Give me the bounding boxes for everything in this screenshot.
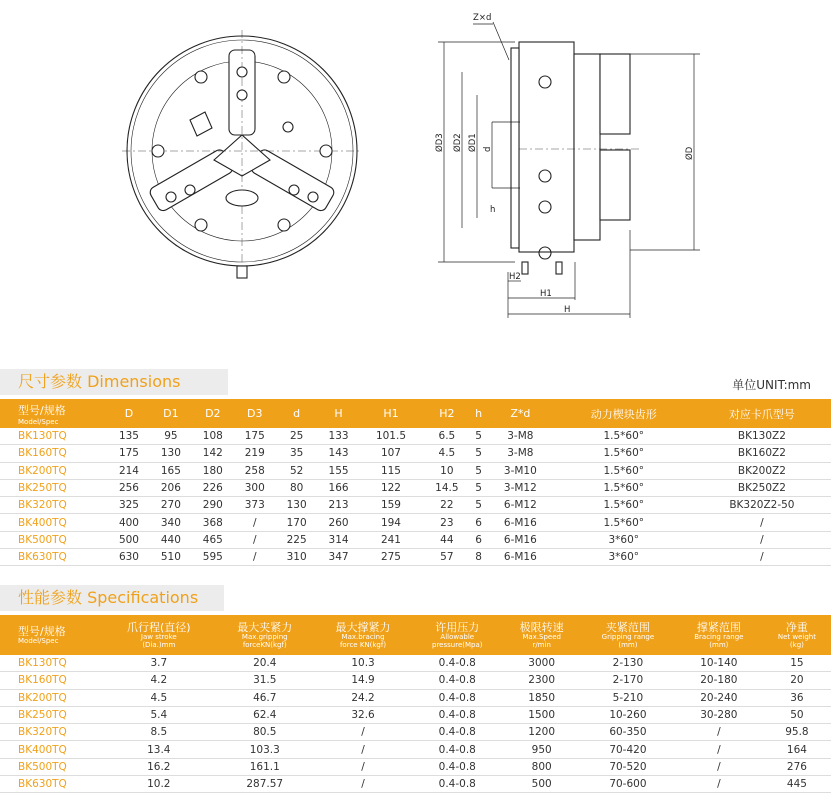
value-cell: 347 — [318, 549, 360, 566]
value-cell: 0.4-0.8 — [412, 724, 502, 741]
value-cell: / — [693, 514, 831, 531]
value-cell: 4.5 — [102, 689, 216, 706]
value-cell: 0.4-0.8 — [412, 776, 502, 793]
label-h2: H2 — [509, 272, 521, 282]
value-cell: 101.5 — [360, 428, 423, 445]
value-cell: 2-130 — [581, 655, 675, 672]
col-header: d — [276, 399, 318, 428]
value-cell: 20 — [763, 672, 831, 689]
value-cell: 108 — [192, 428, 234, 445]
value-cell: 10.2 — [102, 776, 216, 793]
value-cell: 1.5*60° — [555, 497, 693, 514]
value-cell: / — [693, 549, 831, 566]
value-cell: 630 — [108, 549, 150, 566]
model-cell: BK160TQ — [0, 672, 102, 689]
value-cell: 3-M8 — [486, 428, 555, 445]
model-header — [0, 399, 108, 428]
model-cell: BK400TQ — [0, 741, 102, 758]
value-cell: 260 — [318, 514, 360, 531]
value-cell: 368 — [192, 514, 234, 531]
col-header: D2 — [192, 399, 234, 428]
value-cell: 3000 — [502, 655, 581, 672]
value-cell: 170 — [276, 514, 318, 531]
col-header: H2 — [422, 399, 471, 428]
model-header-en: Model/Spec — [18, 417, 59, 426]
value-cell: 440 — [150, 531, 192, 548]
value-cell: 310 — [276, 549, 318, 566]
value-cell: 143 — [318, 445, 360, 462]
value-cell: 219 — [234, 445, 276, 462]
label-h-small: h — [490, 205, 496, 215]
label-d-outer: ØD — [685, 146, 695, 160]
value-cell: 22 — [422, 497, 471, 514]
value-cell: 4.2 — [102, 672, 216, 689]
col-header: 最大夹紧力 Max.gripping forceKN(kgf) — [216, 615, 314, 655]
value-cell: 50 — [763, 706, 831, 723]
value-cell: 30-280 — [675, 706, 763, 723]
value-cell: / — [314, 741, 412, 758]
value-cell: 15 — [763, 655, 831, 672]
value-cell: 5 — [471, 462, 486, 479]
value-cell: 2300 — [502, 672, 581, 689]
value-cell: 206 — [150, 479, 192, 496]
value-cell: BK320Z2-50 — [693, 497, 831, 514]
value-cell: 10 — [422, 462, 471, 479]
model-cell: BK630TQ — [0, 549, 108, 566]
value-cell: 155 — [318, 462, 360, 479]
col-header: D3 — [234, 399, 276, 428]
value-cell: 1.5*60° — [555, 428, 693, 445]
value-cell: 36 — [763, 689, 831, 706]
value-cell: 133 — [318, 428, 360, 445]
value-cell: 1500 — [502, 706, 581, 723]
value-cell: 161.1 — [216, 758, 314, 775]
value-cell: 25 — [276, 428, 318, 445]
value-cell: 57 — [422, 549, 471, 566]
value-cell: 164 — [763, 741, 831, 758]
value-cell: 1.5*60° — [555, 479, 693, 496]
value-cell: 24.2 — [314, 689, 412, 706]
value-cell: 0.4-0.8 — [412, 655, 502, 672]
model-header-cn: 型号/规格 — [18, 403, 66, 417]
col-header: 夹紧范围 Gripping range (mm) — [581, 615, 675, 655]
model-cell: BK130TQ — [0, 428, 108, 445]
value-cell: 135 — [108, 428, 150, 445]
table-row — [0, 741, 831, 758]
value-cell: 70-420 — [581, 741, 675, 758]
front-view-drawing — [122, 30, 362, 278]
value-cell: 213 — [318, 497, 360, 514]
model-cell: BK500TQ — [0, 531, 108, 548]
value-cell: 314 — [318, 531, 360, 548]
value-cell: / — [675, 724, 763, 741]
table-row — [0, 689, 831, 706]
value-cell: 44 — [422, 531, 471, 548]
label-d: d — [483, 146, 493, 152]
value-cell: 800 — [502, 758, 581, 775]
model-cell: BK500TQ — [0, 758, 102, 775]
table-row — [0, 724, 831, 741]
value-cell: 500 — [108, 531, 150, 548]
value-cell: 465 — [192, 531, 234, 548]
value-cell: 6-M16 — [486, 549, 555, 566]
dimensions-header-row — [0, 399, 831, 428]
value-cell: 194 — [360, 514, 423, 531]
value-cell: 214 — [108, 462, 150, 479]
value-cell: / — [675, 758, 763, 775]
value-cell: BK160Z2 — [693, 445, 831, 462]
unit-label: 单位UNIT:mm — [732, 378, 811, 392]
value-cell: 5-210 — [581, 689, 675, 706]
value-cell: 3-M10 — [486, 462, 555, 479]
value-cell: 175 — [234, 428, 276, 445]
label-h: H — [564, 305, 571, 315]
value-cell: 6-M16 — [486, 531, 555, 548]
table-row — [0, 479, 831, 496]
value-cell: BK130Z2 — [693, 428, 831, 445]
value-cell: 20-240 — [675, 689, 763, 706]
value-cell: BK250Z2 — [693, 479, 831, 496]
value-cell: 2-170 — [581, 672, 675, 689]
value-cell: 6-M16 — [486, 514, 555, 531]
value-cell: 165 — [150, 462, 192, 479]
col-header: 最大撑紧力 Max.bracing force KN(kgf) — [314, 615, 412, 655]
table-row — [0, 428, 831, 445]
table-row — [0, 706, 831, 723]
value-cell: 10-140 — [675, 655, 763, 672]
value-cell: 80.5 — [216, 724, 314, 741]
value-cell: / — [234, 514, 276, 531]
value-cell: 175 — [108, 445, 150, 462]
label-h1: H1 — [540, 289, 552, 299]
value-cell: / — [675, 776, 763, 793]
value-cell: 20.4 — [216, 655, 314, 672]
value-cell: 107 — [360, 445, 423, 462]
value-cell: 95 — [150, 428, 192, 445]
value-cell: 10.3 — [314, 655, 412, 672]
value-cell: / — [314, 724, 412, 741]
value-cell: 0.4-0.8 — [412, 758, 502, 775]
col-header: D — [108, 399, 150, 428]
value-cell: / — [234, 549, 276, 566]
value-cell: 16.2 — [102, 758, 216, 775]
value-cell: 3*60° — [555, 549, 693, 566]
col-header: 爪行程(直径) Jaw stroke (Dia.)mm — [102, 615, 216, 655]
value-cell: 31.5 — [216, 672, 314, 689]
col-header: 对应卡爪型号 — [693, 399, 831, 428]
table-row — [0, 497, 831, 514]
model-header-en: Model/Spec — [18, 636, 59, 645]
value-cell: 1850 — [502, 689, 581, 706]
model-header — [0, 615, 102, 655]
value-cell: 226 — [192, 479, 234, 496]
value-cell: 35 — [276, 445, 318, 462]
value-cell: 13.4 — [102, 741, 216, 758]
table-row — [0, 514, 831, 531]
value-cell: 14.9 — [314, 672, 412, 689]
value-cell: 122 — [360, 479, 423, 496]
model-cell: BK160TQ — [0, 445, 108, 462]
value-cell: 290 — [192, 497, 234, 514]
value-cell: 14.5 — [422, 479, 471, 496]
value-cell: 180 — [192, 462, 234, 479]
value-cell: 95.8 — [763, 724, 831, 741]
value-cell: 276 — [763, 758, 831, 775]
value-cell: 6-M12 — [486, 497, 555, 514]
table-row — [0, 549, 831, 566]
label-d2: ØD2 — [453, 133, 463, 152]
value-cell: 3-M12 — [486, 479, 555, 496]
dimensions-table — [0, 399, 831, 566]
value-cell: 510 — [150, 549, 192, 566]
col-header: D1 — [150, 399, 192, 428]
model-cell: BK320TQ — [0, 497, 108, 514]
value-cell: 400 — [108, 514, 150, 531]
technical-drawings — [0, 0, 831, 345]
table-row — [0, 462, 831, 479]
model-cell: BK250TQ — [0, 479, 108, 496]
model-cell: BK400TQ — [0, 514, 108, 531]
model-cell: BK250TQ — [0, 706, 102, 723]
value-cell: 70-600 — [581, 776, 675, 793]
value-cell: 23 — [422, 514, 471, 531]
model-header-cn: 型号/规格 — [18, 624, 66, 638]
value-cell: 130 — [150, 445, 192, 462]
value-cell: 5 — [471, 479, 486, 496]
value-cell: / — [675, 741, 763, 758]
value-cell: 115 — [360, 462, 423, 479]
table-row — [0, 672, 831, 689]
value-cell: 5 — [471, 428, 486, 445]
value-cell: BK200Z2 — [693, 462, 831, 479]
col-header: 许用压力 Allowable pressure(Mpa) — [412, 615, 502, 655]
specifications-header-row — [0, 615, 831, 655]
value-cell: 258 — [234, 462, 276, 479]
model-cell: BK200TQ — [0, 462, 108, 479]
table-row — [0, 758, 831, 775]
col-header: H1 — [360, 399, 423, 428]
value-cell: 6 — [471, 514, 486, 531]
value-cell: 0.4-0.8 — [412, 741, 502, 758]
value-cell: 52 — [276, 462, 318, 479]
dimensions-title: 尺寸参数 Dimensions — [0, 369, 228, 395]
value-cell: 1.5*60° — [555, 462, 693, 479]
col-header: Z*d — [486, 399, 555, 428]
value-cell: 166 — [318, 479, 360, 496]
value-cell: 256 — [108, 479, 150, 496]
value-cell: 1.5*60° — [555, 514, 693, 531]
value-cell: 595 — [192, 549, 234, 566]
col-header: h — [471, 399, 486, 428]
value-cell: 3-M8 — [486, 445, 555, 462]
specifications-table — [0, 615, 831, 793]
value-cell: / — [234, 531, 276, 548]
label-d3: ØD3 — [435, 133, 445, 152]
col-header: 动力楔块齿形 — [555, 399, 693, 428]
model-cell: BK320TQ — [0, 724, 102, 741]
side-view-drawing — [511, 42, 640, 274]
model-cell: BK630TQ — [0, 776, 102, 793]
value-cell: 80 — [276, 479, 318, 496]
value-cell: 3.7 — [102, 655, 216, 672]
value-cell: 1200 — [502, 724, 581, 741]
value-cell: 373 — [234, 497, 276, 514]
value-cell: 5.4 — [102, 706, 216, 723]
value-cell: 1.5*60° — [555, 445, 693, 462]
table-row — [0, 776, 831, 793]
table-row — [0, 655, 831, 672]
value-cell: 6 — [471, 531, 486, 548]
value-cell: 225 — [276, 531, 318, 548]
value-cell: 8.5 — [102, 724, 216, 741]
specifications-title: 性能参数 Specifications — [0, 585, 224, 611]
value-cell: 270 — [150, 497, 192, 514]
value-cell: 500 — [502, 776, 581, 793]
value-cell: 8 — [471, 549, 486, 566]
value-cell: / — [314, 758, 412, 775]
col-header: 极限转速 Max.Speed r/min — [502, 615, 581, 655]
value-cell: 950 — [502, 741, 581, 758]
value-cell: 142 — [192, 445, 234, 462]
col-header: 撑紧范围 Bracing range (mm) — [675, 615, 763, 655]
col-header: H — [318, 399, 360, 428]
value-cell: 60-350 — [581, 724, 675, 741]
value-cell: 300 — [234, 479, 276, 496]
value-cell: 70-520 — [581, 758, 675, 775]
value-cell: 130 — [276, 497, 318, 514]
value-cell: 46.7 — [216, 689, 314, 706]
specifications-body — [0, 655, 831, 793]
dimensions-body — [0, 428, 831, 566]
value-cell: 325 — [108, 497, 150, 514]
value-cell: 32.6 — [314, 706, 412, 723]
label-zxd: Z×d — [473, 13, 492, 23]
value-cell: 287.57 — [216, 776, 314, 793]
model-cell: BK130TQ — [0, 655, 102, 672]
value-cell: 0.4-0.8 — [412, 672, 502, 689]
col-header: 净重 Net weight (kg) — [763, 615, 831, 655]
value-cell: 4.5 — [422, 445, 471, 462]
value-cell: 0.4-0.8 — [412, 706, 502, 723]
value-cell: 3*60° — [555, 531, 693, 548]
value-cell: 445 — [763, 776, 831, 793]
value-cell: 10-260 — [581, 706, 675, 723]
value-cell: 5 — [471, 445, 486, 462]
model-cell: BK200TQ — [0, 689, 102, 706]
value-cell: 20-180 — [675, 672, 763, 689]
value-cell: 62.4 — [216, 706, 314, 723]
table-row — [0, 445, 831, 462]
value-cell: 275 — [360, 549, 423, 566]
value-cell: / — [314, 776, 412, 793]
value-cell: 159 — [360, 497, 423, 514]
value-cell: 5 — [471, 497, 486, 514]
value-cell: 103.3 — [216, 741, 314, 758]
label-d1: ØD1 — [468, 133, 478, 152]
value-cell: 0.4-0.8 — [412, 689, 502, 706]
value-cell: 241 — [360, 531, 423, 548]
table-row — [0, 531, 831, 548]
value-cell: 6.5 — [422, 428, 471, 445]
value-cell: 340 — [150, 514, 192, 531]
value-cell: / — [693, 531, 831, 548]
